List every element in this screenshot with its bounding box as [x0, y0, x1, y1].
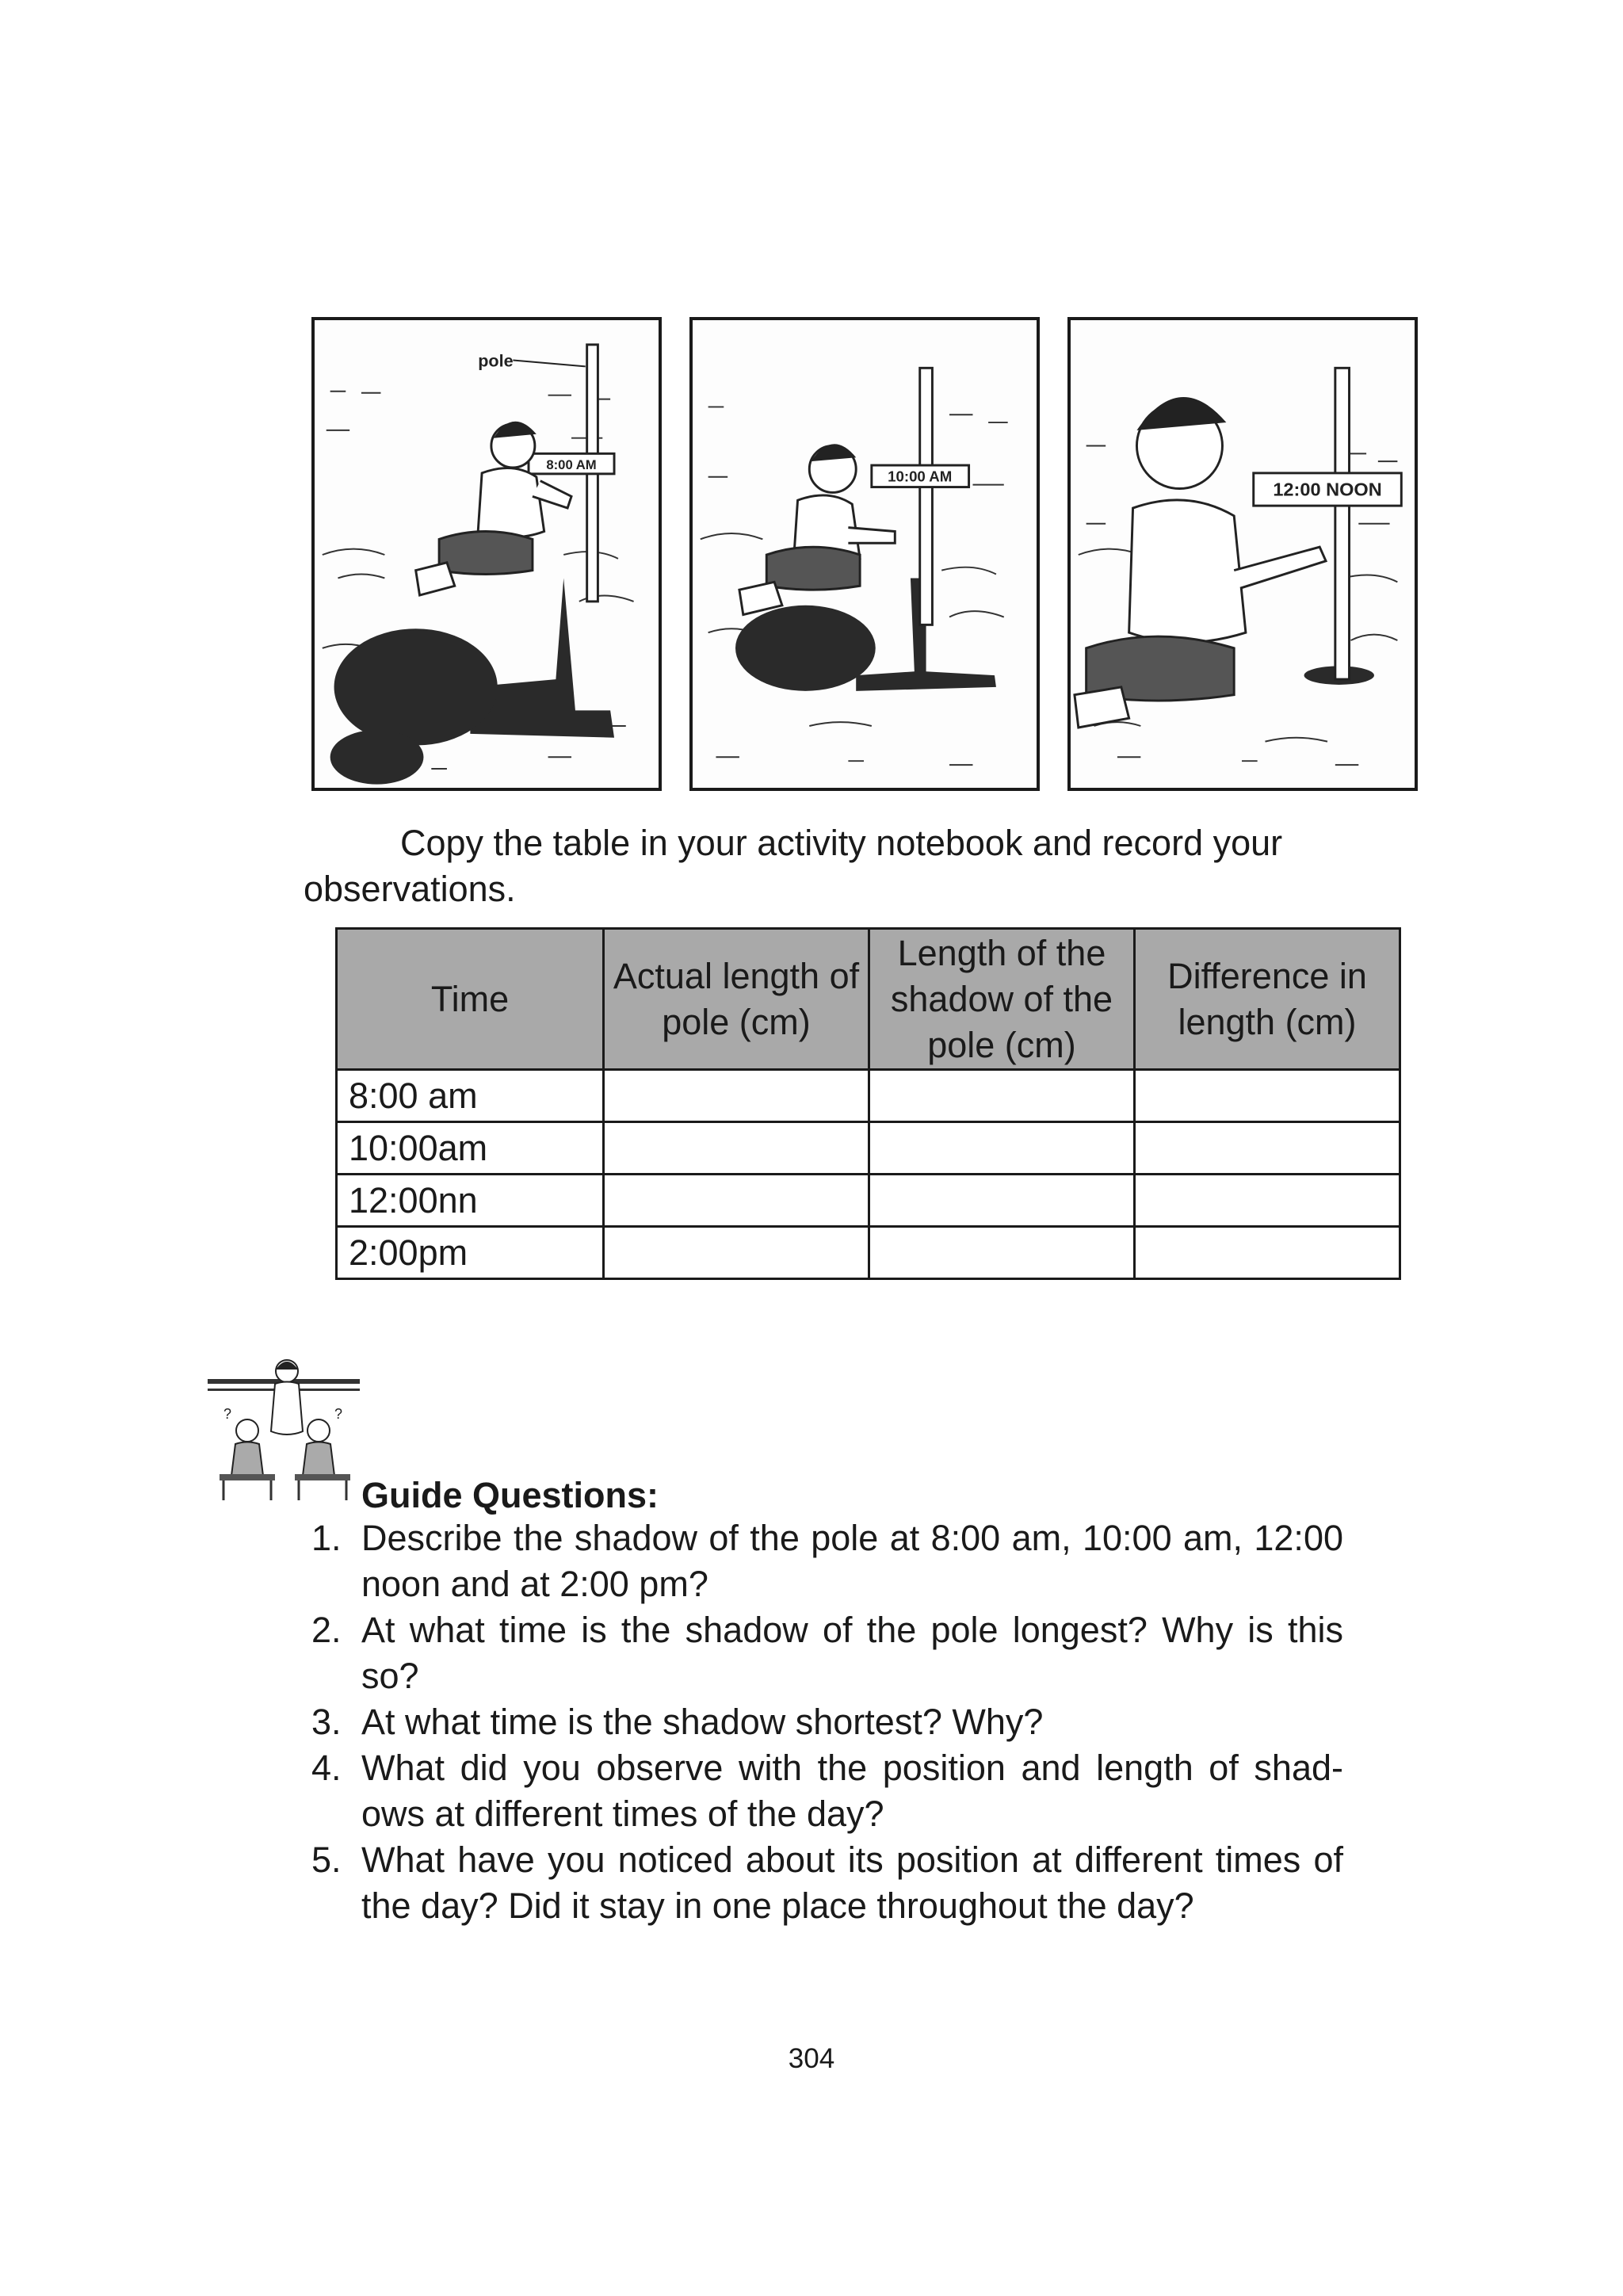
question-text: What have you noticed about its position at different times of the day? Did it stay in one place throughout the day? — [361, 1839, 1343, 1926]
svg-text:?: ? — [334, 1406, 343, 1422]
question-number: 4. — [311, 1748, 342, 1788]
col-header-time: Time — [337, 929, 604, 1070]
empty-cell — [1135, 1175, 1400, 1227]
table-row — [337, 1175, 1400, 1227]
list-item — [304, 1745, 1343, 1837]
boy-pole-8am-illustration — [315, 320, 659, 788]
time-cell: 2:00pm — [337, 1227, 604, 1279]
question-number: 1. — [311, 1518, 342, 1558]
list-item — [304, 1515, 1343, 1607]
intro-paragraph — [304, 820, 1358, 912]
intro-text: Copy the table in your activity notebook and record your observations. — [304, 823, 1283, 909]
pole-label: pole — [478, 350, 514, 371]
empty-cell — [604, 1175, 869, 1227]
empty-cell — [869, 1070, 1135, 1122]
empty-cell — [869, 1175, 1135, 1227]
question-text: Describe the shadow of the pole at 8:00 am, 10:00 am, 12:00 noon and at 2:00 pm? — [361, 1518, 1343, 1604]
empty-cell — [604, 1227, 869, 1279]
col-header-actual-length: Actual length of pole (cm) — [604, 929, 869, 1070]
list-item — [304, 1837, 1343, 1929]
boy-pole-noon-illustration — [1071, 320, 1415, 788]
illustration-panel-10am — [689, 317, 1040, 791]
question-text: At what time is the shadow of the pole longest? Why is this so? — [361, 1610, 1343, 1696]
illustration-panel-noon — [1067, 317, 1418, 791]
observation-table — [335, 927, 1401, 1280]
time-cell: 10:00am — [337, 1122, 604, 1175]
time-cell: 12:00nn — [337, 1175, 604, 1227]
teacher-students-icon — [208, 1355, 360, 1506]
question-number: 2. — [311, 1610, 342, 1650]
sign-10am: 10:00 AM — [888, 468, 953, 485]
guide-questions-list — [304, 1515, 1343, 1929]
empty-cell — [604, 1122, 869, 1175]
sign-8am: 8:00 AM — [546, 457, 597, 472]
table-row — [337, 1070, 1400, 1122]
table-header-row — [337, 929, 1400, 1070]
empty-cell — [1135, 1227, 1400, 1279]
question-text: At what time is the shadow shortest? Why? — [361, 1702, 1044, 1742]
list-item — [304, 1699, 1343, 1745]
empty-cell — [869, 1122, 1135, 1175]
boy-pole-10am-illustration — [693, 320, 1037, 788]
question-text: What did you observe with the position and length of shad-ows at different times of the day? — [361, 1748, 1343, 1834]
question-number: 5. — [311, 1839, 342, 1880]
page-number: 304 — [788, 2043, 835, 2074]
guide-questions-title: Guide Questions: — [361, 1475, 659, 1515]
time-cell: 8:00 am — [337, 1070, 604, 1122]
table-row — [337, 1122, 1400, 1175]
empty-cell — [1135, 1122, 1400, 1175]
empty-cell — [604, 1070, 869, 1122]
empty-cell — [869, 1227, 1135, 1279]
question-number: 3. — [311, 1702, 342, 1742]
col-header-difference: Difference in length (cm) — [1135, 929, 1400, 1070]
col-header-shadow-length: Length of the shadow of the pole (cm) — [869, 929, 1135, 1070]
table-row — [337, 1227, 1400, 1279]
list-item — [304, 1607, 1343, 1699]
illustration-panel-8am — [311, 317, 662, 791]
svg-text:?: ? — [223, 1406, 232, 1422]
sign-noon: 12:00 NOON — [1273, 479, 1382, 500]
empty-cell — [1135, 1070, 1400, 1122]
